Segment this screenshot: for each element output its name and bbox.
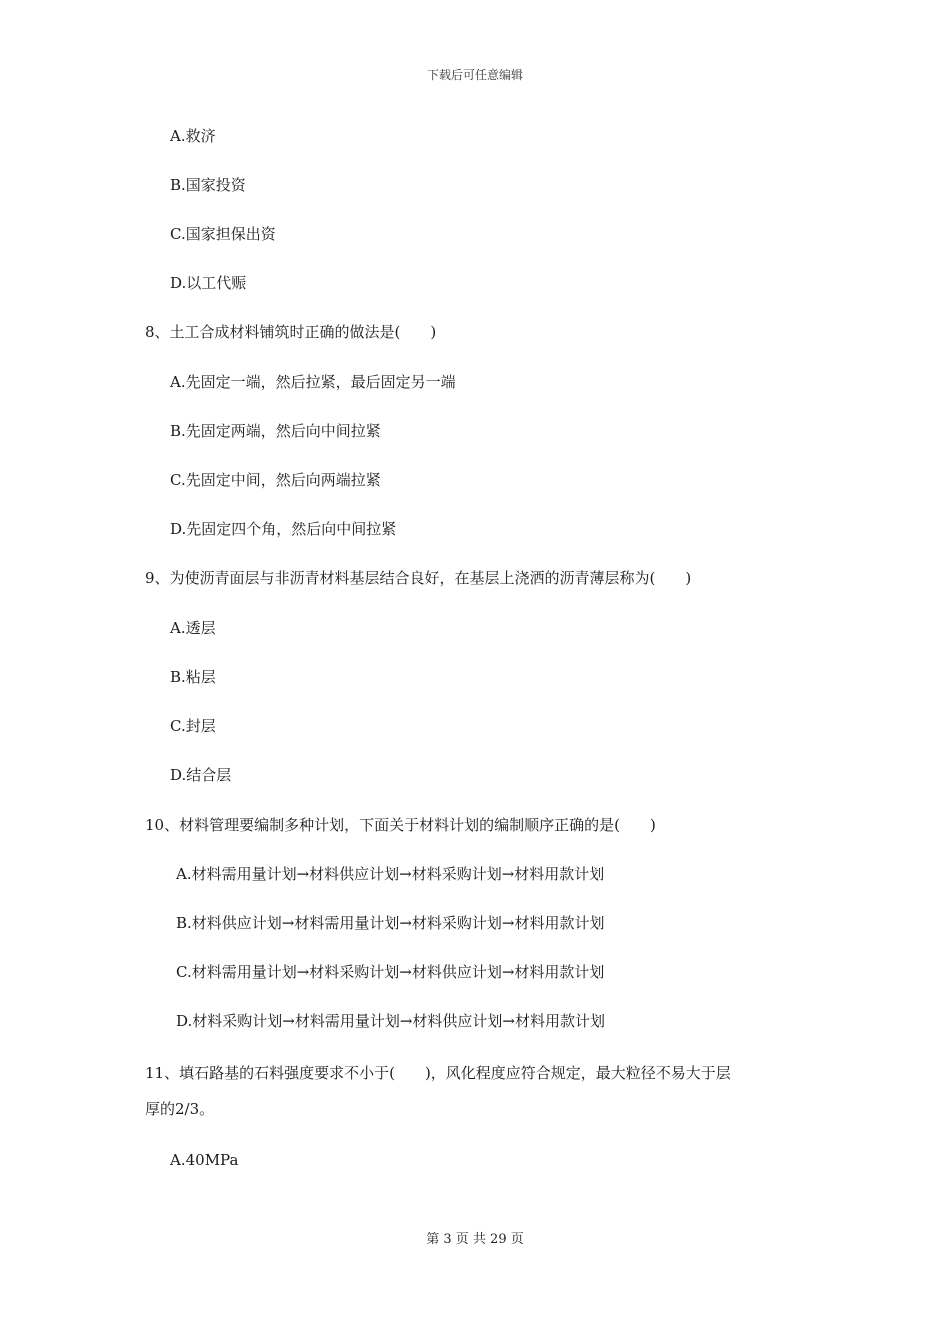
question-9: 9、为使沥青面层与非沥青材料基层结合良好，在基层上浇洒的沥青薄层称为( )	[145, 569, 692, 587]
question-8-option-c: C.先固定中间，然后向两端拉紧	[170, 471, 381, 489]
question-9-option-b: B.粘层	[170, 668, 216, 686]
question-10-option-c: C.材料需用量计划→材料采购计划→材料供应计划→材料用款计划	[176, 963, 605, 981]
option-b: B.国家投资	[170, 176, 246, 194]
question-9-option-d: D.结合层	[170, 766, 232, 784]
question-10-option-d: D.材料采购计划→材料需用量计划→材料供应计划→材料用款计划	[176, 1012, 605, 1030]
question-11-line-1: 11、填石路基的石料强度要求不小于( )，风化程度应符合规定，最大粒径不易大于层	[145, 1064, 731, 1082]
question-11-line-2: 厚的2/3。	[145, 1100, 215, 1118]
question-10-option-b: B.材料供应计划→材料需用量计划→材料采购计划→材料用款计划	[176, 914, 605, 932]
question-10-option-a: A.材料需用量计划→材料供应计划→材料采购计划→材料用款计划	[176, 865, 605, 883]
question-11-option-a: A.40MPa	[170, 1151, 239, 1169]
question-10: 10、材料管理要编制多种计划，下面关于材料计划的编制顺序正确的是( )	[145, 816, 656, 834]
option-d: D.以工代赈	[170, 274, 247, 292]
page-footer: 第 3 页 共 29 页	[426, 1232, 524, 1247]
option-c: C.国家担保出资	[170, 225, 276, 243]
question-8-option-a: A.先固定一端，然后拉紧，最后固定另一端	[170, 373, 456, 391]
question-9-option-c: C.封层	[170, 717, 216, 735]
question-8: 8、土工合成材料铺筑时正确的做法是( )	[145, 323, 437, 341]
option-a: A.救济	[170, 127, 216, 145]
page-header: 下载后可任意编辑	[426, 68, 523, 82]
question-8-option-b: B.先固定两端，然后向中间拉紧	[170, 422, 381, 440]
question-9-option-a: A.透层	[170, 619, 216, 637]
question-8-option-d: D.先固定四个角，然后向中间拉紧	[170, 520, 397, 538]
